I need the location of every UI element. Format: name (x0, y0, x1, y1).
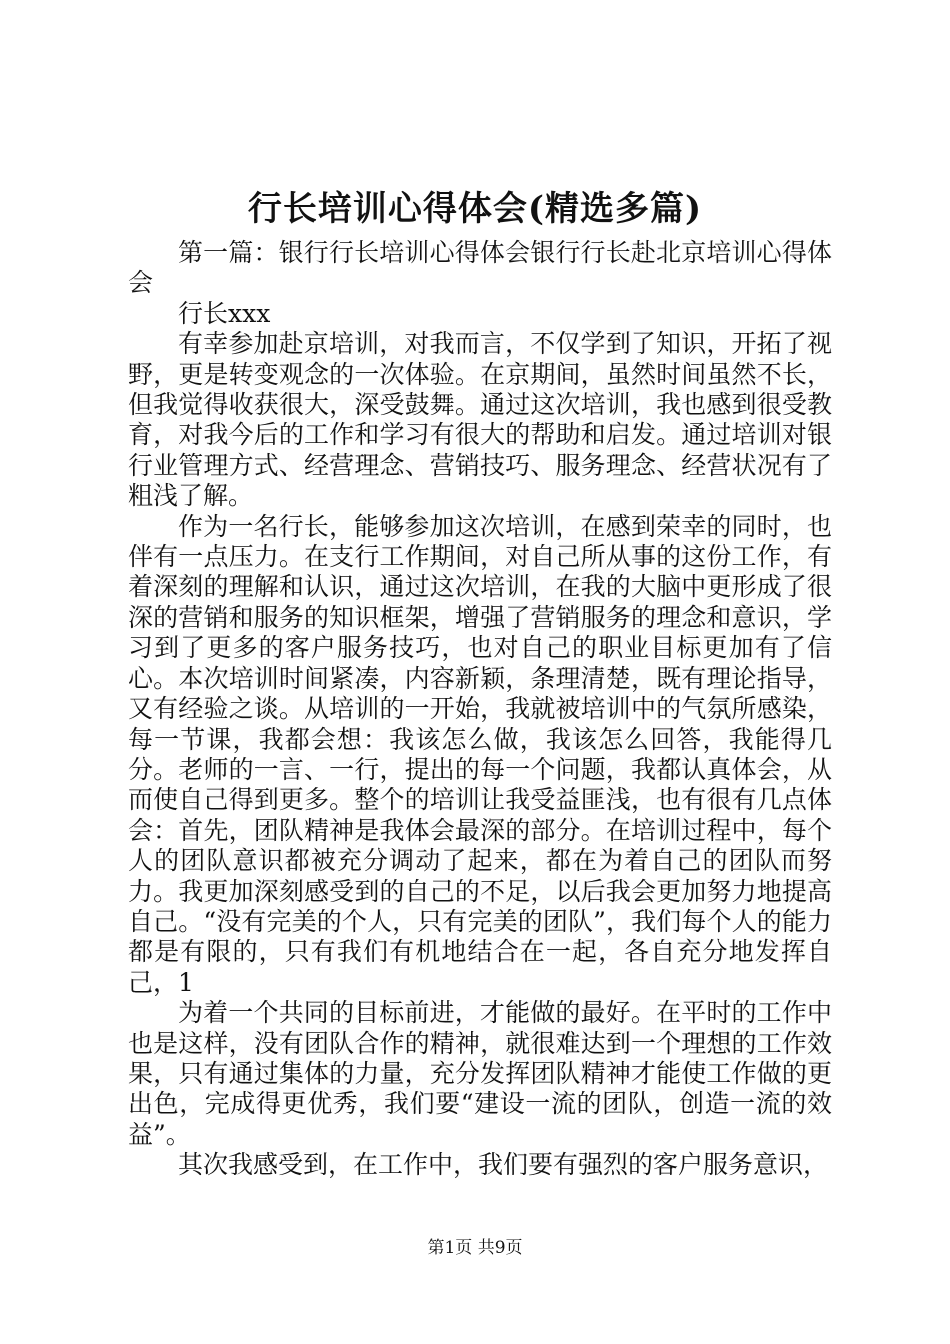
page-number: 第1页 (427, 1238, 473, 1258)
document-body (128, 238, 832, 1181)
paragraph: 有幸参加赴京培训，对我而言，不仅学到了知识，开拓了视野，更是转变观念的一次体验。在京期间，虽然时间虽然不长，但我觉得收获很大，深受鼓舞。通过这次培训，我也感到很受教育，对我今后的工作和学习有很大的帮助和启发。通过培训对银行业管理方式、经营理念、营销技巧、服务理念、经营状况有了粗浅了解。 (128, 329, 832, 511)
page-footer (0, 1236, 950, 1260)
paragraph: 其次我感受到，在工作中，我们要有强烈的客户服务意识， (178, 1150, 829, 1180)
document-title: 行长培训心得体会(精选多篇) (247, 189, 703, 229)
paragraph: 作为一名行长，能够参加这次培训，在感到荣幸的同时，也伴有一点压力。在支行工作期间，对自己所从事的这份工作，有着深刻的理解和认识，通过这次培训，在我的大脑中更形成了很深的营销和服务的知识框架，增强了营销服务的理念和意识，学习到了更多的客户服务技巧，也对自己的职业目标更加有了信心。本次培训时间紧凑，内容新颖，条理清楚，既有理论指导，又有经验之谈。从培训的一开始，我就被培训中的气氛所感染，每一节课，我都会想：我该怎么做，我该怎么回答，我能得几分。老师的一言、一行，提出的每一个问题，我都认真体会，从而使自己得到更多。整个的培训让我受益匪浅，也有很有几点体会：首先，团队精神是我体会最深的部分。在培训过程中，每个人的团队意识都被充分调动了起来，都在为着自己的团队而努力。我更加深刻感受到的自己的不足，以后我会更加努力地提高自己。“没有完美的个人，只有完美的团队”，我们每个人的能力都是有限的，只有我们有机地结合在一起，各自充分地发挥自己，1 (128, 511, 832, 997)
paragraph-heading: 第一篇：银行行长培训心得体会银行行长赴北京培训心得体会 (128, 238, 832, 298)
paragraph-author: 行长xxx (178, 298, 271, 328)
page-total: 共9页 (477, 1238, 523, 1258)
paragraph: 为着一个共同的目标前进，才能做的最好。在平时的工作中也是这样，没有团队合作的精神，就很难达到一个理想的工作效果，只有通过集体的力量，充分发挥团队精神才能使工作做的更出色，完成得更优秀，我们要“建设一流的团队，创造一流的效益”。 (128, 998, 832, 1149)
